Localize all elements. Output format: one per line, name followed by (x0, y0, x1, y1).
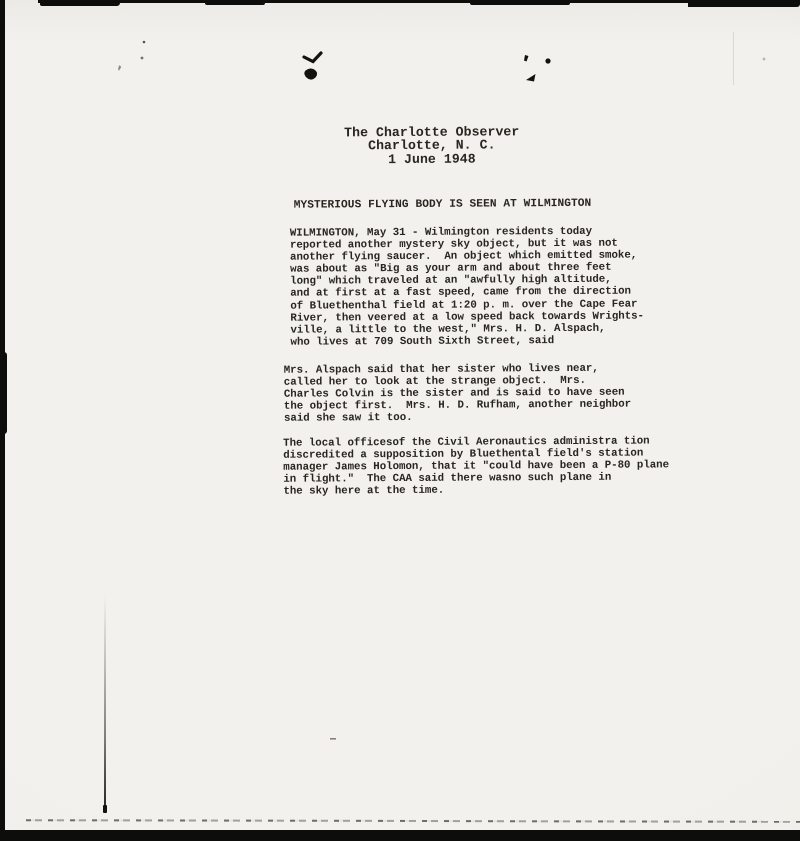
masthead-location: Charlotte, N. C. (368, 137, 496, 154)
text-line: was about as "Big as your arm and about three feet (290, 261, 612, 276)
text-line: said she saw it too. (283, 412, 413, 426)
text-line: the sky here at the time. (283, 485, 445, 499)
article-headline: MYSTERIOUS FLYING BODY IS SEEN AT WILMINGTON (293, 197, 592, 212)
text-line: in flight." The CAA said there wasno such plane in (283, 471, 612, 486)
text-line: Charles Colvin is the sister and is said to have seen (283, 386, 625, 401)
text-line: another flying saucer. An object which emitted smoke, (289, 249, 638, 264)
text-line: of Bluethenthal field at 1:20 p. m. over the Cape Fear (290, 298, 638, 313)
text-line: manager James Holomon, that it "could have been a P-80 plane (283, 459, 670, 474)
text-line: River, then veered at a low speed back towards Wrights- (290, 310, 645, 325)
text-line: who lives at 709 South Sixth Street, said (290, 334, 555, 349)
text-line: ville, a little to the west," Mrs. H. D. Alspach, (290, 322, 606, 337)
text-line: discredited a supposition by Bluethental field's station (283, 447, 644, 462)
masthead (294, 125, 569, 167)
masthead-date: 1 June 1948 (388, 151, 476, 167)
text-line: the object first. Mrs. H. D. Rufham, another neighbor (283, 398, 632, 413)
text-line: reported another mystery sky object, but it was not (289, 237, 618, 252)
text-line: long" which traveled at an "awfully high altitude, (290, 274, 612, 289)
paragraph-2 (284, 363, 632, 426)
masthead-publication: The Charlotte Observer (344, 124, 520, 141)
text-line: called her to look at the strange object. Mrs. (283, 374, 586, 389)
text-line: The local officesof the Civil Aeronautics administra tion (283, 435, 650, 450)
text-line: WILMINGTON, May 31 - Wilmington residents today (289, 225, 593, 240)
paragraph-3 (283, 435, 669, 498)
text-line: and at first at a fast speed, came from the direction (290, 286, 632, 301)
paragraph-1 (290, 226, 644, 349)
text-line: Mrs. Alspach said that her sister who lives near, (283, 362, 599, 377)
